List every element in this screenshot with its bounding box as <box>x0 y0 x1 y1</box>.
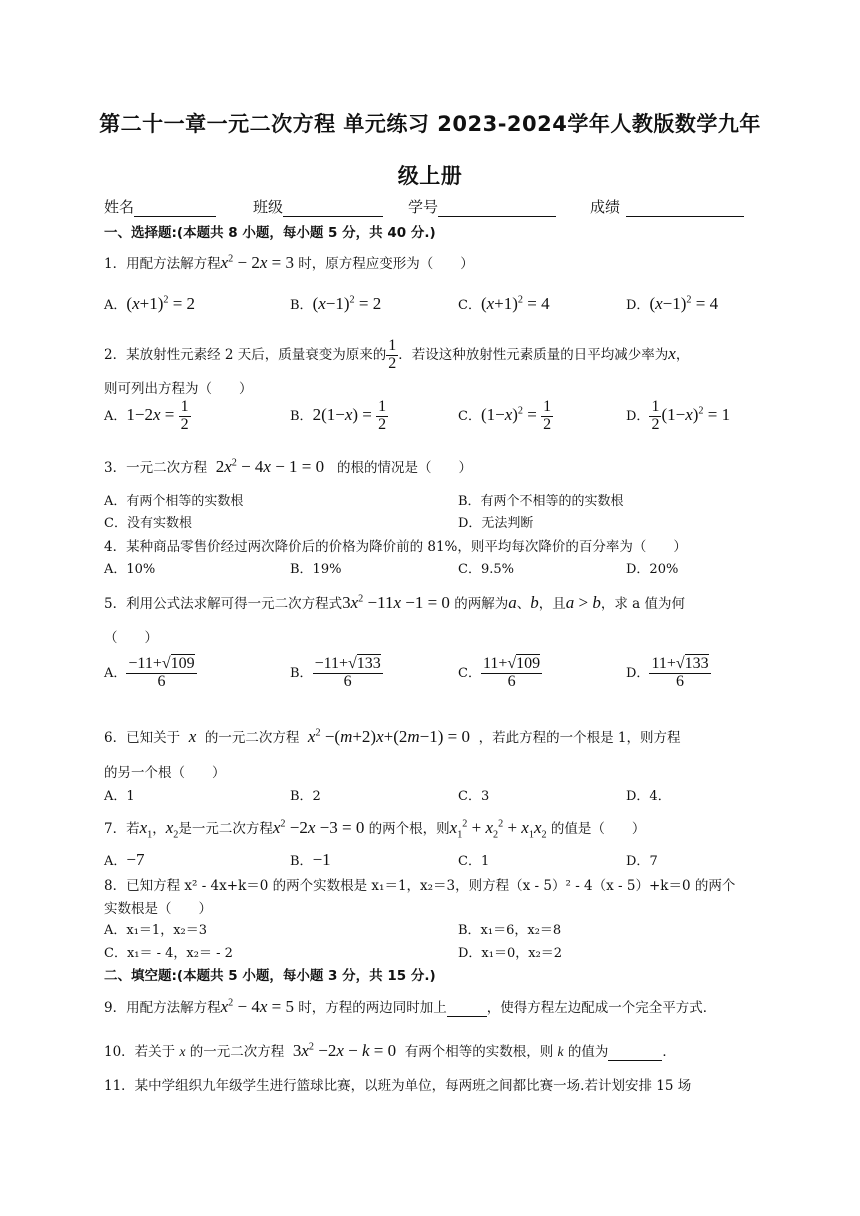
q7-option-c[interactable]: C．1 <box>458 854 490 869</box>
q7-option-d[interactable]: D．7 <box>626 854 658 869</box>
q4-option-d[interactable]: D．20% <box>626 562 679 577</box>
name-blank[interactable] <box>134 200 216 217</box>
question-8-line-2: 实数根是（ ） <box>104 901 212 917</box>
q5-option-c[interactable]: C． $\frac{11+√109}{6}$ <box>458 655 541 690</box>
q6-option-b[interactable]: B．2 <box>290 789 321 804</box>
q9-answer-blank[interactable] <box>447 1000 487 1017</box>
title-line-1: 第二十一章一元二次方程 单元练习 2023-2024学年人教版数学九年 <box>99 112 761 136</box>
question-6-line-2: 的另一个根（ ） <box>104 765 226 781</box>
class-field[interactable] <box>253 196 383 217</box>
q7-option-b[interactable]: B．−1 <box>290 850 331 869</box>
q2-option-a[interactable]: A．1−2x = $\frac{1}{2}$ <box>104 398 189 433</box>
q7-option-a[interactable]: A．−7 <box>104 850 145 869</box>
q3-option-b[interactable]: B．有两个不相等的的实数根 <box>458 494 624 509</box>
score-field[interactable] <box>590 196 744 217</box>
q3-option-d[interactable]: D．无法判断 <box>458 516 534 531</box>
q4-option-b[interactable]: B．19% <box>290 562 342 577</box>
q5-option-b[interactable]: B． $\frac{-11+√133}{6}$ <box>290 655 381 690</box>
section-choice-heading: 一、选择题:(本题共 8 小题，每小题 5 分，共 40 分.) <box>104 225 436 241</box>
q1-option-b[interactable]: B．$(x-1)^2 = 2$ <box>290 294 382 313</box>
question-6: 6．已知关于 x 的一元二次方程 $x^2 -(m+2)x+(2m-1) = 0$ ，若此方程的一个根是 1，则方程 <box>104 727 681 746</box>
q2-option-b[interactable]: B．2(1−x) = $\frac{1}{2}$ <box>290 398 387 433</box>
q8-option-c[interactable]: C．x₁＝ - 4，x₂＝ - 2 <box>104 946 233 961</box>
q2-option-d[interactable]: D． $\frac{1}{2}$ $(1-x)^2 = 1$ <box>626 398 731 433</box>
score-blank[interactable] <box>626 200 744 217</box>
q2-option-c[interactable]: C．$(1-x)^2$ = $\frac{1}{2}$ <box>458 398 552 433</box>
score-label: 成绩 <box>590 198 621 216</box>
q4-option-a[interactable]: A．10% <box>104 562 156 577</box>
question-9: 9．用配方法解方程$x^2 - 4x = 5$ 时，方程的两边同时加上 ，使得方程左边配成一个完全平方式． <box>104 997 717 1016</box>
question-2-line-2: 则可列出方程为（ ） <box>104 381 253 397</box>
q1-option-a[interactable]: A．$(x+1)^2 = 2$ <box>104 294 196 313</box>
class-blank[interactable] <box>283 200 383 217</box>
q5-option-a[interactable]: A． $\frac{-11+√109}{6}$ <box>104 655 195 690</box>
title-line-2: 级上册 <box>397 164 463 188</box>
q3-option-a[interactable]: A．有两个相等的实数根 <box>104 494 244 509</box>
q5-option-d[interactable]: D． $\frac{11+√133}{6}$ <box>626 655 709 690</box>
question-5: 5．利用公式法求解可得一元二次方程式$3x^2 -11x -1 = 0$ 的两解为a、b，且a > b，求 a 值为何 <box>104 593 685 612</box>
q8-option-b[interactable]: B．x₁＝6，x₂＝8 <box>458 923 562 938</box>
name-field[interactable] <box>104 196 216 217</box>
question-7: 7．若$x_1$，$x_2$是一元二次方程$x^2 -2x -3 = 0$ 的两个根，则$x_1^2 + x_2^2 + x_1x_2$ 的值是（ ） <box>104 818 646 841</box>
q8-option-a[interactable]: A．x₁＝1，x₂＝3 <box>104 923 208 938</box>
number-field[interactable] <box>408 196 556 217</box>
question-3: 3．一元二次方程 $2x^2 - 4x - 1 = 0$ 的根的情况是（ ） <box>104 457 473 476</box>
number-label: 学号 <box>408 198 439 216</box>
question-11: 11．某中学组织九年级学生进行篮球比赛，以班为单位，每两班之间都比赛一场.若计划安排 15 场 <box>104 1078 692 1094</box>
q1-option-d[interactable]: D．$(x-1)^2 = 4$ <box>626 294 719 313</box>
question-5-line-2: （ ） <box>104 630 158 646</box>
q6-option-a[interactable]: A．1 <box>104 789 135 804</box>
q8-option-d[interactable]: D．x₁＝0，x₂＝2 <box>458 946 563 961</box>
question-1: 1．用配方法解方程$x^2 - 2x = 3$ 时，原方程应变形为（ ） <box>104 253 474 272</box>
name-label: 姓名 <box>104 198 135 216</box>
q10-answer-blank[interactable] <box>608 1044 662 1061</box>
q6-option-d[interactable]: D．4． <box>626 789 671 804</box>
q3-option-c[interactable]: C．没有实数根 <box>104 516 192 531</box>
section-fill-heading: 二、填空题:(本题共 5 小题，每小题 3 分，共 15 分.) <box>104 968 436 984</box>
question-10: 10．若关于 x 的一元二次方程 $3x^2 -2x - k = 0$ 有两个相等的实数根，则 k 的值为 ． <box>104 1041 676 1060</box>
class-label: 班级 <box>253 198 284 216</box>
number-blank[interactable] <box>438 200 556 217</box>
question-8: 8．已知方程 x² - 4x+k＝0 的两个实数根是 x₁＝1，x₂＝3，则方程（x - 5）² - 4（x - 5）+k＝0 的两个 <box>104 878 736 894</box>
q6-option-c[interactable]: C．3 <box>458 789 490 804</box>
q4-option-c[interactable]: C．9.5% <box>458 562 514 577</box>
question-4: 4．某种商品零售价经过两次降价后的价格为降价前的 81%，则平均每次降价的百分率为（ ） <box>104 539 687 555</box>
question-2: 2．某放射性元素经 2 天后，质量衰变为原来的 $\frac{1}{2}$ ．若设这种放射性元素质量的日平均减少率为x， <box>104 337 690 372</box>
q1-option-c[interactable]: C．$(x+1)^2 = 4$ <box>458 294 550 313</box>
